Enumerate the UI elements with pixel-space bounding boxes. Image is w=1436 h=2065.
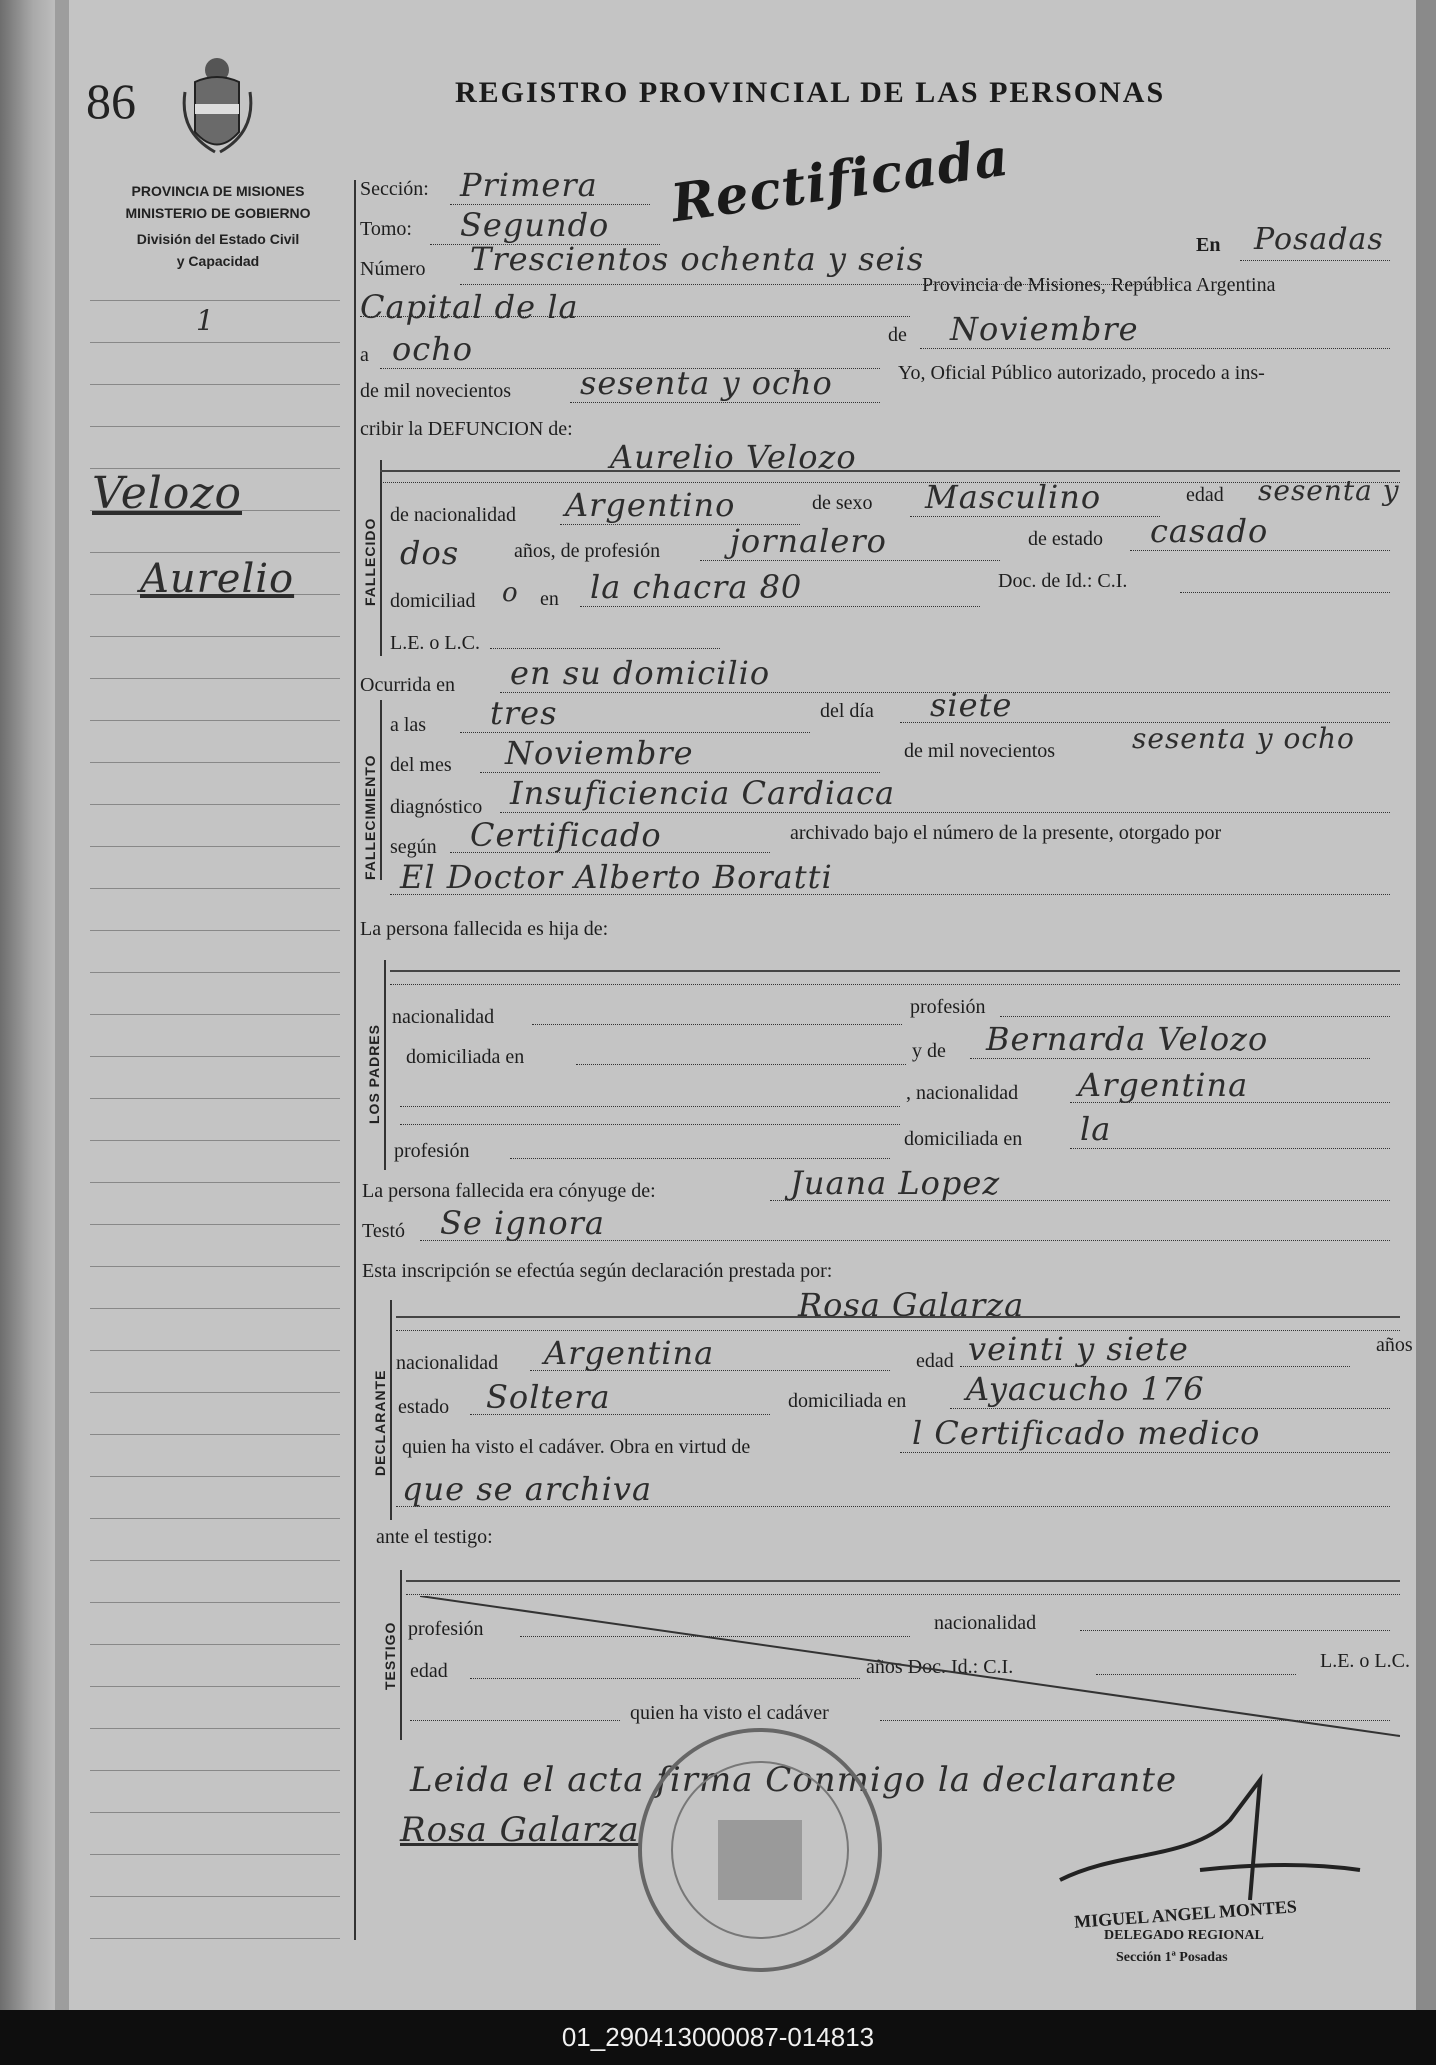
value-madre: Bernarda Velozo xyxy=(986,1020,1269,1058)
page-edge xyxy=(1416,0,1436,2010)
margin-rule-line xyxy=(90,804,340,805)
label-t-le: L.E. o L.C. xyxy=(1320,1650,1410,1672)
label-le: L.E. o L.C. xyxy=(390,632,480,654)
label-a: a xyxy=(360,344,369,366)
label-cribir: cribir la DEFUNCION de: xyxy=(360,418,573,440)
value-d-estado: Soltera xyxy=(486,1378,611,1416)
value-dia: ocho xyxy=(392,330,474,368)
label-archivado: archivado bajo el número de la presente, otorgado por xyxy=(790,822,1222,844)
label-t-quien: quien ha visto el cadáver xyxy=(630,1702,829,1724)
official-name: MIGUEL ANGEL MONTES xyxy=(1073,1896,1298,1932)
margin-rule-line xyxy=(90,1644,340,1645)
margin-rule-line xyxy=(90,300,340,301)
signature-mark xyxy=(1040,1760,1380,1920)
section-declarante: DECLARANTE xyxy=(372,1369,388,1476)
label-yo: Yo, Oficial Público autorizado, procedo a ins- xyxy=(898,362,1265,384)
margin-rule-line xyxy=(90,1056,340,1057)
value-domicilio: la chacra 80 xyxy=(590,568,803,606)
margin-rule-line xyxy=(90,636,340,637)
label-inscripcion: Esta inscripción se efectúa según declaración prestada por: xyxy=(362,1260,833,1282)
label-testo: Testó xyxy=(362,1220,406,1242)
book-spine xyxy=(0,0,55,2010)
value-mes: Noviembre xyxy=(950,310,1139,348)
label-ante: ante el testigo: xyxy=(376,1526,493,1548)
value-sexo: Masculino xyxy=(925,478,1102,516)
margin-rule-line xyxy=(90,888,340,889)
margin-rule-line xyxy=(90,846,340,847)
province-name: PROVINCIA DE MISIONES xyxy=(131,183,305,199)
value-nacionalidad: Argentino xyxy=(565,486,736,524)
margin-rule-line xyxy=(90,426,340,427)
label-profesion-padre: profesión xyxy=(910,996,986,1018)
label-de: de xyxy=(888,324,907,346)
value-lugar2: Capital de la xyxy=(360,288,579,326)
margin-rule-line xyxy=(90,1560,340,1561)
section-fallecido: FALLECIDO xyxy=(362,517,378,606)
margin-rule-line xyxy=(90,342,340,343)
label-segun: según xyxy=(390,836,437,858)
label-numero: Número xyxy=(360,258,426,280)
official-seal-icon xyxy=(630,1720,890,1980)
section-fallecimiento: FALLECIMIENTO xyxy=(362,754,378,880)
value-d-dom: Ayacucho 176 xyxy=(966,1370,1205,1408)
value-testo: Se ignora xyxy=(440,1204,605,1242)
label-hija: La persona fallecida es hija de: xyxy=(360,918,609,940)
margin-rule-line xyxy=(90,1812,340,1813)
coat-of-arms-icon xyxy=(175,52,260,162)
margin-rule-line xyxy=(90,678,340,679)
margin-rule-line xyxy=(90,1770,340,1771)
strike-line xyxy=(420,1596,1400,1746)
label-del-mes: del mes xyxy=(390,754,452,776)
label-de-mil2: de mil novecientos xyxy=(904,740,1056,762)
value-mes2: Noviembre xyxy=(505,734,694,772)
margin-rule-line xyxy=(90,1434,340,1435)
margin-rule-line xyxy=(90,720,340,721)
value-hora: tres xyxy=(490,694,558,732)
margin-rule-line xyxy=(90,1518,340,1519)
label-nac-padre: nacionalidad xyxy=(392,1006,495,1028)
book-spine-edge xyxy=(55,0,69,2010)
value-edad: sesenta y xyxy=(1258,474,1400,507)
margin-rule-line xyxy=(90,1266,340,1267)
value-profesion: jornalero xyxy=(730,522,887,560)
label-anios-profesion: años, de profesión xyxy=(514,540,661,562)
margin-rule-line xyxy=(90,1686,340,1687)
margin-rule-line xyxy=(90,762,340,763)
margin-rule-line xyxy=(90,1350,340,1351)
value-edad2: dos xyxy=(400,534,460,572)
value-leida: Leida el acta firma Conmigo la declarante xyxy=(410,1760,1178,1800)
label-provincia: Provincia de Misiones, República Argentina xyxy=(922,274,1276,296)
label-nacionalidad: de nacionalidad xyxy=(390,504,517,526)
label-t-profesion: profesión xyxy=(408,1618,484,1640)
value-segun: Certificado xyxy=(470,816,662,854)
label-d-domiciliada: domiciliada en xyxy=(788,1390,907,1412)
label-d-quien: quien ha visto el cadáver. Obra en virtud de xyxy=(402,1436,751,1458)
label-t-nacionalidad: nacionalidad xyxy=(934,1612,1037,1634)
label-en2: en xyxy=(540,588,559,610)
label-domiciliada-en2: domiciliada en xyxy=(904,1128,1023,1150)
label-nac-comma: , nacionalidad xyxy=(906,1082,1019,1104)
official-title: DELEGADO REGIONAL xyxy=(1104,1928,1264,1943)
value-conyuge: Juana Lopez xyxy=(790,1164,1001,1202)
value-anio2: sesenta y ocho xyxy=(1132,722,1355,755)
margin-rule-line xyxy=(90,552,340,553)
image-id-footer: 01_290413000087-014813 xyxy=(0,2010,1436,2065)
division-name-2: y Capacidad xyxy=(176,253,260,269)
margin-rule-line xyxy=(90,1896,340,1897)
margin-rule-line xyxy=(90,1728,340,1729)
margin-rule-line xyxy=(90,1224,340,1225)
rectificada-stamp: Rectificada xyxy=(667,126,1013,235)
margin-rule-line xyxy=(90,972,340,973)
margin-divider xyxy=(354,180,356,1940)
margin-rule-line xyxy=(90,1392,340,1393)
margin-rule-line xyxy=(90,384,340,385)
margin-rule-line xyxy=(90,1308,340,1309)
value-firma: Rosa Galarza xyxy=(400,1810,640,1850)
label-profesion-madre: profesión xyxy=(394,1140,470,1162)
label-doc: Doc. de Id.: C.I. xyxy=(998,570,1128,592)
label-y-de: y de xyxy=(912,1040,946,1062)
section-padres: LOS PADRES xyxy=(366,1024,382,1124)
margin-rule-line xyxy=(90,1854,340,1855)
label-d-estado: estado xyxy=(398,1396,450,1418)
value-ocurrida: en su domicilio xyxy=(510,654,771,692)
label-ocurrida: Ocurrida en xyxy=(360,674,455,696)
margin-rule-line xyxy=(90,1476,340,1477)
value-medico: El Doctor Alberto Boratti xyxy=(400,858,833,896)
label-conyuge: La persona fallecida era cónyuge de: xyxy=(362,1180,656,1202)
document-title: REGISTRO PROVINCIAL DE LAS PERSONAS xyxy=(455,76,1166,109)
label-sexo: de sexo xyxy=(812,492,873,514)
label-d-edad: edad xyxy=(916,1350,954,1372)
value-dia2: siete xyxy=(930,686,1013,724)
label-seccion: Sección: xyxy=(360,178,429,200)
value-d-edad: veinti y siete xyxy=(968,1330,1189,1368)
value-d-virtud2: que se archiva xyxy=(402,1470,653,1508)
value-estado: casado xyxy=(1150,512,1269,550)
value-d-nac: Argentina xyxy=(544,1334,715,1372)
section-testigo: TESTIGO xyxy=(382,1621,398,1690)
label-domiciliado: domiciliad xyxy=(390,590,476,612)
value-lugar: Posadas xyxy=(1254,222,1384,257)
label-en: En xyxy=(1196,234,1221,256)
margin-mark: 1 xyxy=(196,304,215,337)
margin-rule-line xyxy=(90,1938,340,1939)
value-dom-suffix: o xyxy=(502,578,519,608)
label-t-edad: edad xyxy=(410,1660,448,1682)
label-a-las: a las xyxy=(390,714,427,736)
official-section: Sección 1ª Posadas xyxy=(1116,1950,1228,1965)
ministry-name: MINISTERIO DE GOBIERNO xyxy=(125,205,311,221)
label-t-anios: años Doc. Id.: C.I. xyxy=(866,1656,1014,1678)
margin-rule-line xyxy=(90,1602,340,1603)
value-madre-dom: la xyxy=(1080,1110,1112,1148)
label-tomo: Tomo: xyxy=(360,218,412,240)
margin-surname: Velozo xyxy=(92,468,243,519)
margin-rule-line xyxy=(90,1140,340,1141)
division-name: División del Estado Civil xyxy=(136,231,300,247)
value-declarante: Rosa Galarza xyxy=(798,1286,1025,1324)
margin-rule-line xyxy=(90,1098,340,1099)
value-anio: sesenta y ocho xyxy=(580,364,833,402)
label-del-dia: del día xyxy=(820,700,874,722)
margin-rule-line xyxy=(90,930,340,931)
label-estado: de estado xyxy=(1028,528,1103,550)
label-diagnostico: diagnóstico xyxy=(390,796,483,818)
value-diagnostico: Insuficiencia Cardiaca xyxy=(510,774,896,812)
label-d-nacionalidad: nacionalidad xyxy=(396,1352,499,1374)
value-numero: Trescientos ochenta y seis xyxy=(470,240,925,278)
margin-given-name: Aurelio xyxy=(140,556,295,602)
value-seccion: Primera xyxy=(460,166,598,204)
page-number: 86 xyxy=(86,73,136,129)
label-domiciliada-en: domiciliada en xyxy=(406,1046,525,1068)
label-de-mil: de mil novecientos xyxy=(360,380,512,402)
value-madre-nac: Argentina xyxy=(1078,1066,1249,1104)
label-edad: edad xyxy=(1186,484,1224,506)
label-d-anios: años xyxy=(1376,1334,1413,1356)
margin-rule-line xyxy=(90,1014,340,1015)
value-nombre: Aurelio Velozo xyxy=(610,438,857,476)
value-d-virtud: l Certificado medico xyxy=(912,1414,1261,1452)
value-tomo: Segundo xyxy=(460,206,610,244)
margin-rule-line xyxy=(90,1182,340,1183)
